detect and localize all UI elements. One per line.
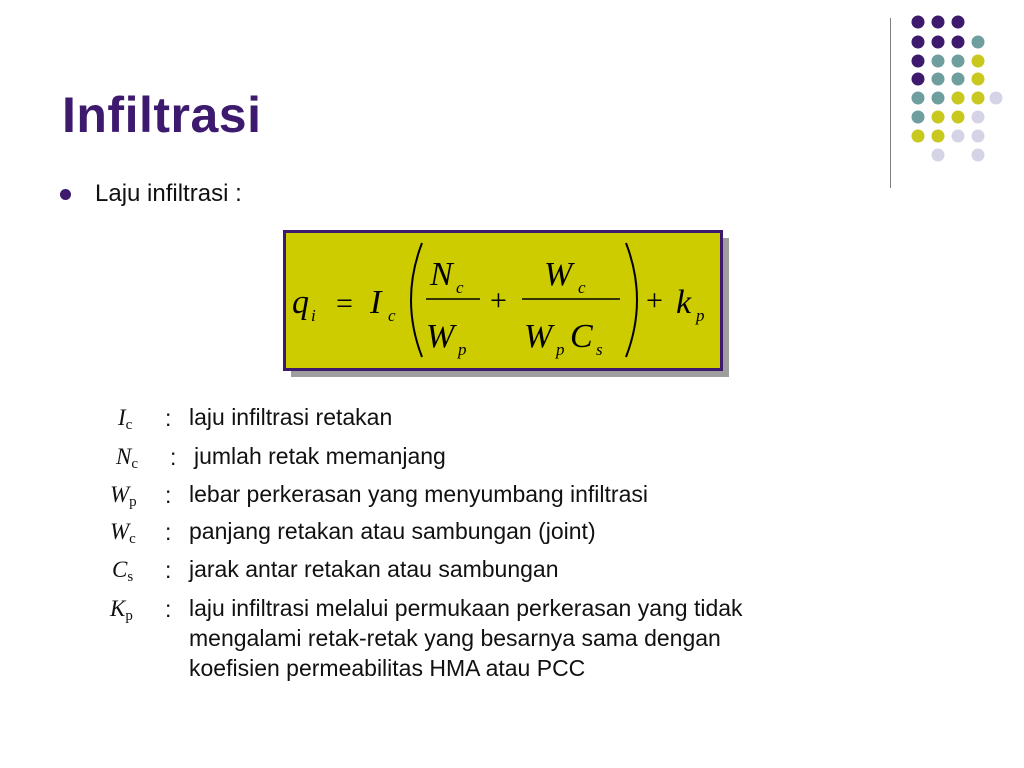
definition-symbol: $K_p$	[110, 596, 133, 624]
decorative-dot	[972, 73, 985, 86]
decorative-dot	[972, 149, 985, 162]
decorative-dot	[932, 55, 945, 68]
decorative-dot	[932, 92, 945, 105]
definition-text-line: laju infiltrasi melalui permukaan perkerasan yang tidak	[189, 595, 743, 621]
decorative-dot	[952, 130, 965, 143]
decorative-dot	[972, 92, 985, 105]
formula-right-paren	[626, 243, 637, 357]
formula-k-sub: p	[696, 306, 705, 325]
definition-colon: :	[170, 444, 177, 470]
formula-I: I	[370, 284, 382, 321]
definition-symbol: $C_s$	[112, 557, 134, 585]
decorative-dot	[912, 73, 925, 86]
definition-text: laju infiltrasi retakan	[189, 404, 393, 430]
definition-symbol: $N_c$	[116, 444, 139, 472]
formula-q-sub: i	[311, 306, 316, 325]
formula-d2b: C	[570, 318, 593, 355]
slide-title: Infiltrasi	[62, 87, 262, 143]
decorative-vertical-line	[890, 18, 891, 188]
formula-plus-2: +	[646, 284, 663, 317]
definition-symbol: $W_c$	[110, 519, 136, 547]
decorative-dot	[952, 16, 965, 29]
formula-I-sub: c	[388, 306, 396, 325]
decorative-dot	[972, 55, 985, 68]
decorative-dot	[932, 16, 945, 29]
decorative-dot	[952, 36, 965, 49]
formula-d2a: W	[524, 318, 553, 355]
formula-equals: =	[336, 287, 353, 320]
decorative-dot	[932, 36, 945, 49]
definition-text: jumlah retak memanjang	[194, 443, 446, 469]
formula-d2b-sub: s	[596, 340, 603, 359]
decorative-dot	[912, 92, 925, 105]
formula-d1-sub: p	[458, 340, 467, 359]
definition-text: jarak antar retakan atau sambungan	[189, 556, 559, 582]
formula-d1: W	[426, 318, 455, 355]
formula-n1: N	[430, 256, 453, 293]
definition-symbol: $I_c$	[118, 405, 133, 433]
formula-n2: W	[544, 256, 573, 293]
definition-text-line: koefisien permeabilitas HMA atau PCC	[189, 655, 586, 681]
definition-colon: :	[165, 596, 172, 622]
definition-colon: :	[165, 557, 172, 583]
definition-colon: :	[165, 405, 172, 431]
decorative-dot	[952, 55, 965, 68]
decorative-dot	[912, 111, 925, 124]
decorative-dot	[972, 36, 985, 49]
decorative-dot	[912, 36, 925, 49]
decorative-dot	[972, 130, 985, 143]
decorative-dot	[932, 73, 945, 86]
decorative-dot	[912, 130, 925, 143]
decorative-dot	[932, 149, 945, 162]
formula-d2a-sub: p	[556, 340, 565, 359]
formula-box	[283, 230, 723, 371]
definition-symbol: $W_p$	[110, 482, 137, 510]
definition-text: lebar perkerasan yang menyumbang infiltrasi	[189, 481, 648, 507]
decorative-dot	[932, 130, 945, 143]
decorative-dot	[952, 92, 965, 105]
decorative-dot	[990, 92, 1003, 105]
decorative-dot	[972, 111, 985, 124]
definition-colon: :	[165, 482, 172, 508]
formula-plus-1: +	[490, 284, 507, 317]
definition-text-line: mengalami retak-retak yang besarnya sama dengan	[189, 625, 721, 651]
decorative-dot	[952, 111, 965, 124]
formula-equation	[286, 233, 720, 368]
formula-n1-sub: c	[456, 278, 464, 297]
decorative-dot	[912, 55, 925, 68]
formula-left-paren	[411, 243, 422, 357]
decorative-dot	[932, 111, 945, 124]
decorative-dot	[912, 16, 925, 29]
bullet-text: Laju infiltrasi :	[95, 180, 242, 207]
definition-text: panjang retakan atau sambungan (joint)	[189, 518, 596, 544]
formula-q: q	[292, 284, 309, 321]
definition-colon: :	[165, 519, 172, 545]
bullet-item	[60, 180, 242, 208]
formula-n2-sub: c	[578, 278, 586, 297]
bullet-dot-icon	[60, 189, 71, 200]
decorative-dot	[952, 73, 965, 86]
formula-k: k	[676, 284, 692, 321]
